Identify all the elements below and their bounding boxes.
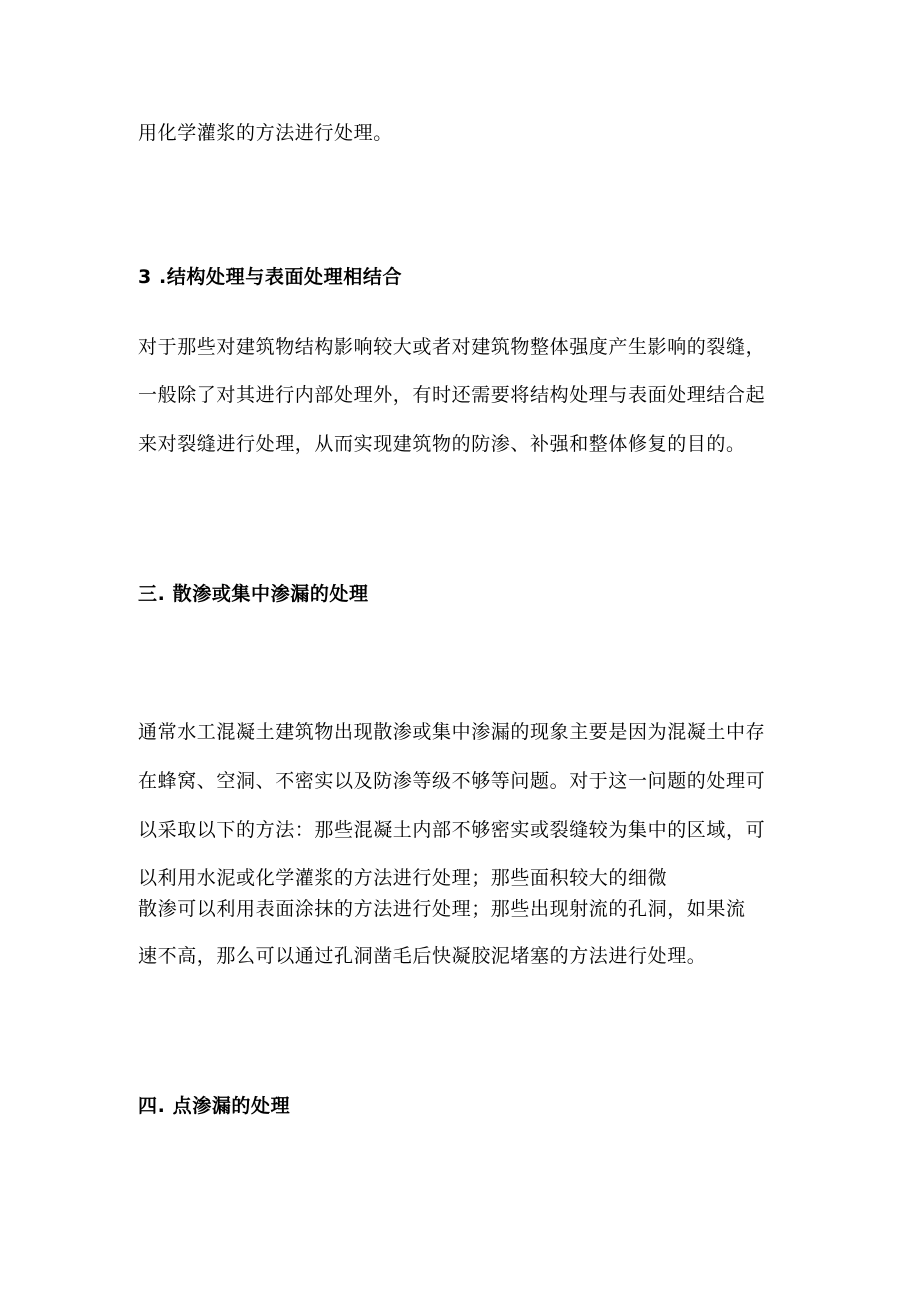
paragraph-line: 在蜂窝、空洞、不密实以及防渗等级不够等问题。对于这一问题的处理可	[138, 770, 766, 792]
section-heading-si: 四. 点渗漏的处理	[138, 1095, 291, 1117]
paragraph-line: 用化学灌浆的方法进行处理。	[138, 122, 393, 144]
paragraph-line: 来对裂缝进行处理，从而实现建筑物的防渗、补强和整体修复的目的。	[138, 433, 746, 455]
section-heading-san: 三. 散渗或集中渗漏的处理	[138, 583, 369, 605]
paragraph-line: 通常水工混凝土建筑物出现散渗或集中渗漏的现象主要是因为混凝土中存	[138, 721, 766, 743]
paragraph-line: 以采取以下的方法：那些混凝土内部不够密实或裂缝较为集中的区域，可	[138, 819, 766, 841]
section-heading-3: 3 .结构处理与表面处理相结合	[138, 266, 403, 288]
paragraph-line: 速不高，那么可以通过孔洞凿毛后快凝胶泥堵塞的方法进行处理。	[138, 945, 707, 967]
paragraph-line: 一般除了对其进行内部处理外，有时还需要将结构处理与表面处理结合起	[138, 384, 766, 406]
paragraph-line: 对于那些对建筑物结构影响较大或者对建筑物整体强度产生影响的裂缝，	[138, 336, 766, 358]
paragraph-line: 以利用水泥或化学灌浆的方法进行处理；那些面积较大的细微	[138, 867, 668, 889]
paragraph-line: 散渗可以利用表面涂抹的方法进行处理；那些出现射流的孔洞，如果流	[138, 898, 746, 920]
